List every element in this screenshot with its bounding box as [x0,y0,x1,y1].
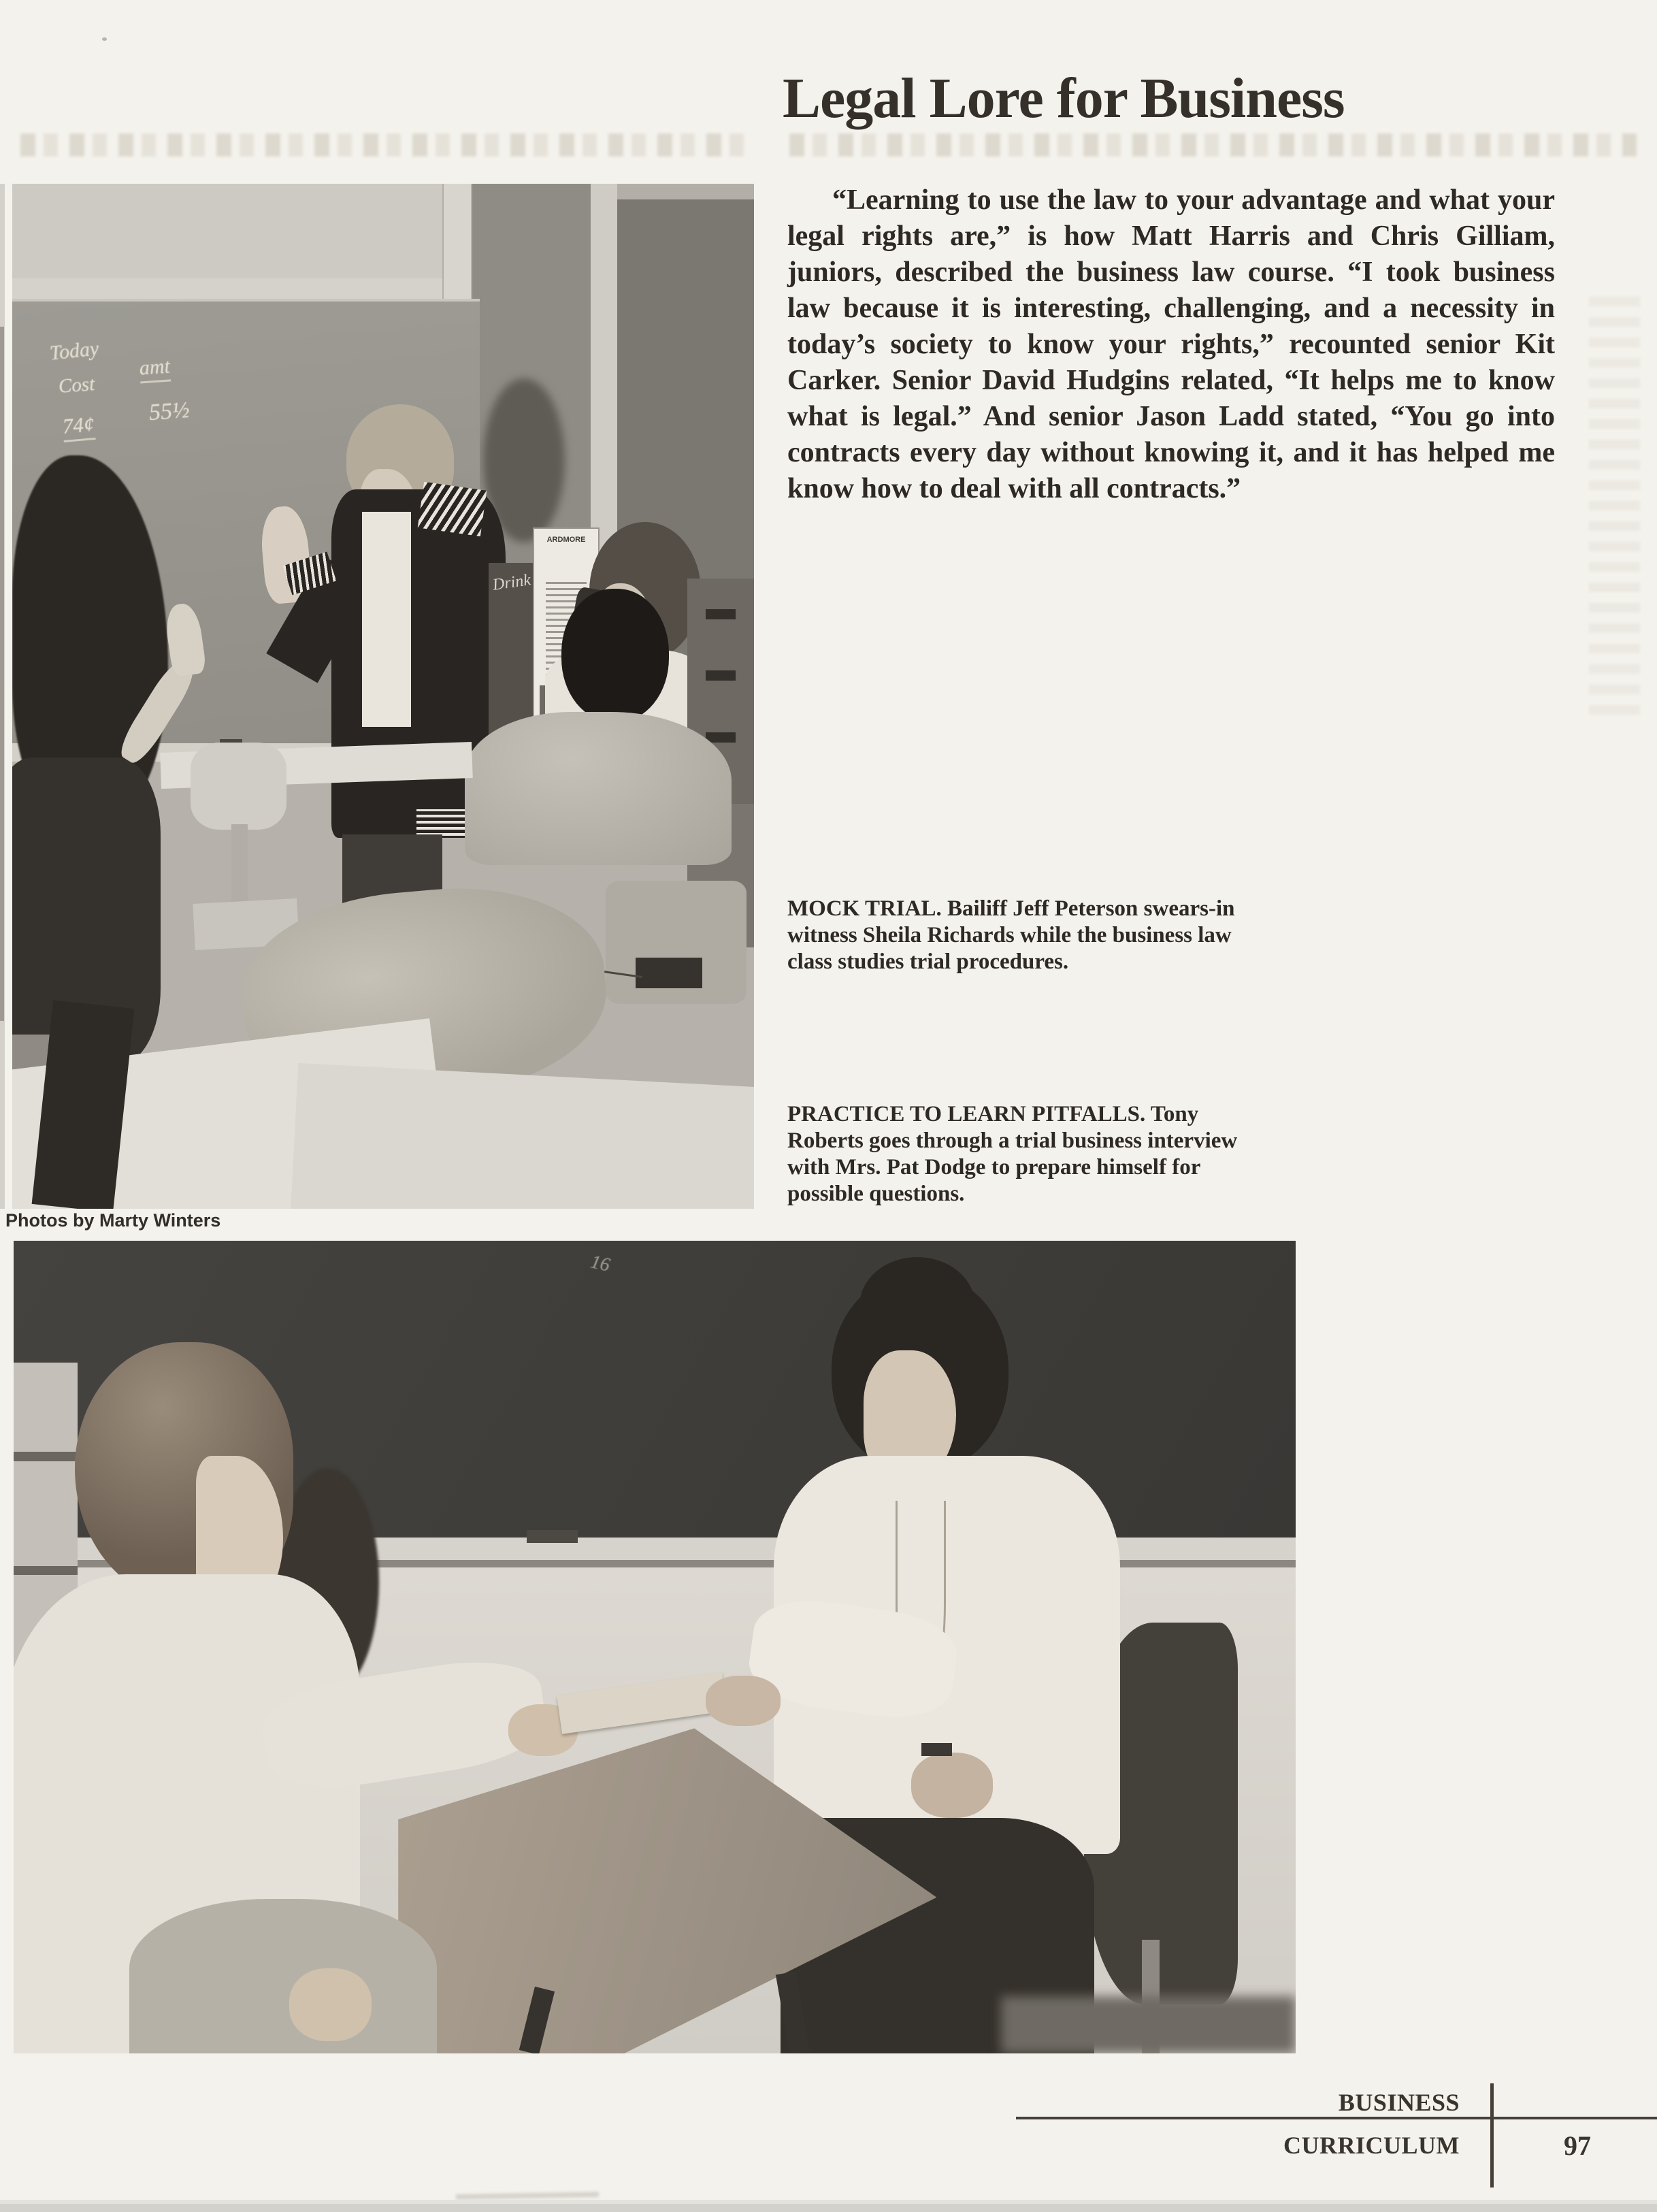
eraser [527,1530,578,1543]
footer-subsection: CURRICULUM [1283,2132,1460,2159]
cabinet-handle [706,609,736,619]
footer-section: BUSINESS [1338,2089,1460,2116]
page-title: Legal Lore for Business [783,67,1345,130]
jacket-collar-stripes [417,482,486,536]
article-text: “Learning to use the law to your advantage and what your legal rights are,” is how Matt Harris and Chris Gilliam, juniors, described the business law course. “I took business law because it is interesting, challenging, and a necessity in today’s society to know your rights,” recounted senior Kit Carker. Senior David Hudgins related, “It helps me to know what is legal.” And senior Jason Ladd stated, “You go into contracts every day without knowing it, and it has helped me know how to deal with all contracts.” [787,184,1555,504]
shelf-edge [14,1452,78,1461]
caption-practice-interview: PRACTICE TO LEARN PITFALLS. Tony Roberts goes through a trial business interview with Mrs. Pat Dodge to prepare himself for possible questions. [787,1102,1238,1206]
scan-smudge [456,2192,599,2200]
chair-back [191,743,287,830]
mock-trial-photo [12,184,754,1209]
typewriter-panel [636,958,702,988]
scan-bottom-strip [0,2204,1657,2212]
shelf-edge [14,1566,78,1575]
chalk-writing: Cost [57,373,95,397]
chalk-writing: Today [48,337,100,365]
student-hand-on-knee [289,1968,372,2041]
teacher-hand [706,1676,780,1726]
photo-credit: Photos by Marty Winters [5,1210,221,1231]
teacher-hair [859,1257,975,1354]
bleed-through-text-band [20,133,752,157]
cabinet-handle [706,732,736,743]
poster-title: ARDMORE [546,535,586,544]
chalk-writing: 55½ [148,397,191,426]
desk-surface [291,1063,754,1209]
caption-mock-trial: MOCK TRIAL. Bailiff Jeff Peterson swears-in witness Sheila Richards while the business law class studies trial procedures. [787,896,1235,974]
teacher-resting-hand [911,1753,994,1818]
footer-vertical-rule [1490,2083,1494,2187]
drink-sign-text: Drink [491,571,532,595]
bleed-through-text-band [789,133,1637,157]
chalk-mark: 16 [588,1251,612,1276]
student-jeans [129,1899,437,2053]
seated-student-jacket [465,712,732,866]
jacket-waist-stripes [416,809,472,836]
bleed-through-margin-band [1589,293,1640,715]
chalk-writing: 74¢ [61,412,95,442]
scan-left-edge-dark [0,327,4,1021]
floor-shadow [1001,1996,1296,2053]
page-number: 97 [1564,2130,1591,2161]
chalk-writing: amt [139,355,171,383]
bailiff-tshirt [362,512,411,727]
scan-speck [102,37,107,41]
wristwatch [921,1743,952,1756]
footer-horizontal-rule [1016,2117,1657,2119]
seated-student-head [561,589,669,722]
cabinet-handle [706,670,736,681]
interview-photo [14,1241,1296,2053]
